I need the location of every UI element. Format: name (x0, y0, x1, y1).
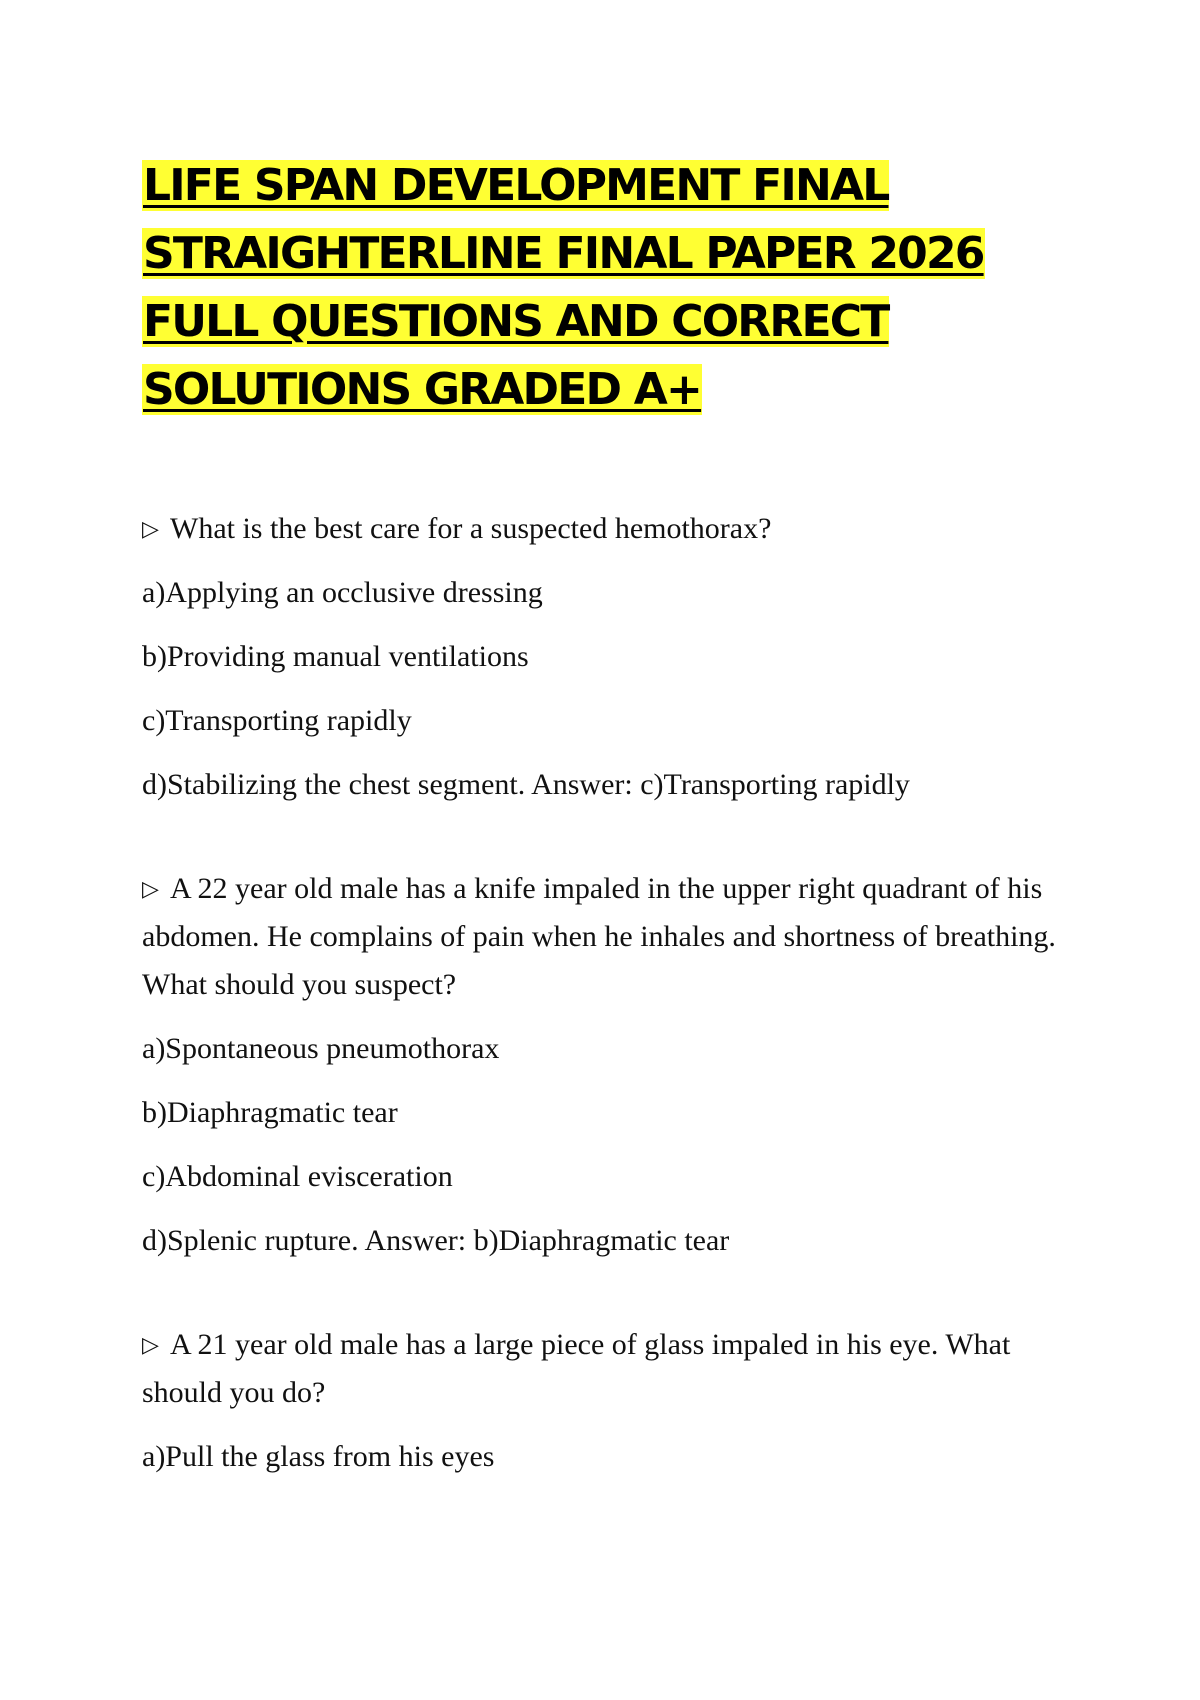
question-prompt: A 22 year old male has a knife impaled in the upper right quadrant of his abdomen. He complains of pain when he inhales and shortness of breathing. What should you suspect? (142, 872, 1056, 1001)
title-line-text: SOLUTIONS GRADED A+ (143, 364, 702, 415)
title-line-text: FULL QUESTIONS AND CORRECT (143, 296, 889, 347)
answer-option: b)Providing manual ventilations (142, 640, 529, 673)
answer-option: b)Diaphragmatic tear (142, 1096, 398, 1129)
question-text (142, 865, 1072, 1009)
title-line (142, 356, 702, 424)
answer-option: c)Transporting rapidly (142, 704, 412, 737)
answer-option: a)Pull the glass from his eyes (142, 1440, 495, 1473)
answer-option: a)Applying an occlusive dressing (142, 576, 543, 609)
arrow-icon: ▷ (142, 877, 159, 902)
question-prompt: What is the best care for a suspected hemothorax? (170, 512, 772, 545)
arrow-icon: ▷ (142, 1333, 159, 1358)
title-line (142, 152, 889, 220)
title-line-text: STRAIGHTERLINE FINAL PAPER 2026 (143, 228, 984, 279)
question-list (142, 505, 1072, 1497)
title-line-text: LIFE SPAN DEVELOPMENT FINAL (143, 160, 889, 211)
question-block-2 (142, 865, 1072, 1265)
answer-option: c)Abdominal evisceration (142, 1160, 453, 1193)
title-line (142, 220, 985, 288)
title-line (142, 288, 889, 356)
answer-option: d)Stabilizing the chest segment. Answer: c)Transporting rapidly (142, 768, 910, 801)
question-text (142, 505, 1072, 553)
question-block-1 (142, 505, 1072, 809)
document-title (142, 152, 1042, 424)
answer-option: a)Spontaneous pneumothorax (142, 1032, 500, 1065)
question-block-3 (142, 1321, 1072, 1481)
question-text (142, 1321, 1072, 1417)
arrow-icon: ▷ (142, 517, 159, 542)
answer-option: d)Splenic rupture. Answer: b)Diaphragmatic tear (142, 1224, 730, 1257)
question-prompt: A 21 year old male has a large piece of glass impaled in his eye. What should you do? (142, 1328, 1011, 1409)
